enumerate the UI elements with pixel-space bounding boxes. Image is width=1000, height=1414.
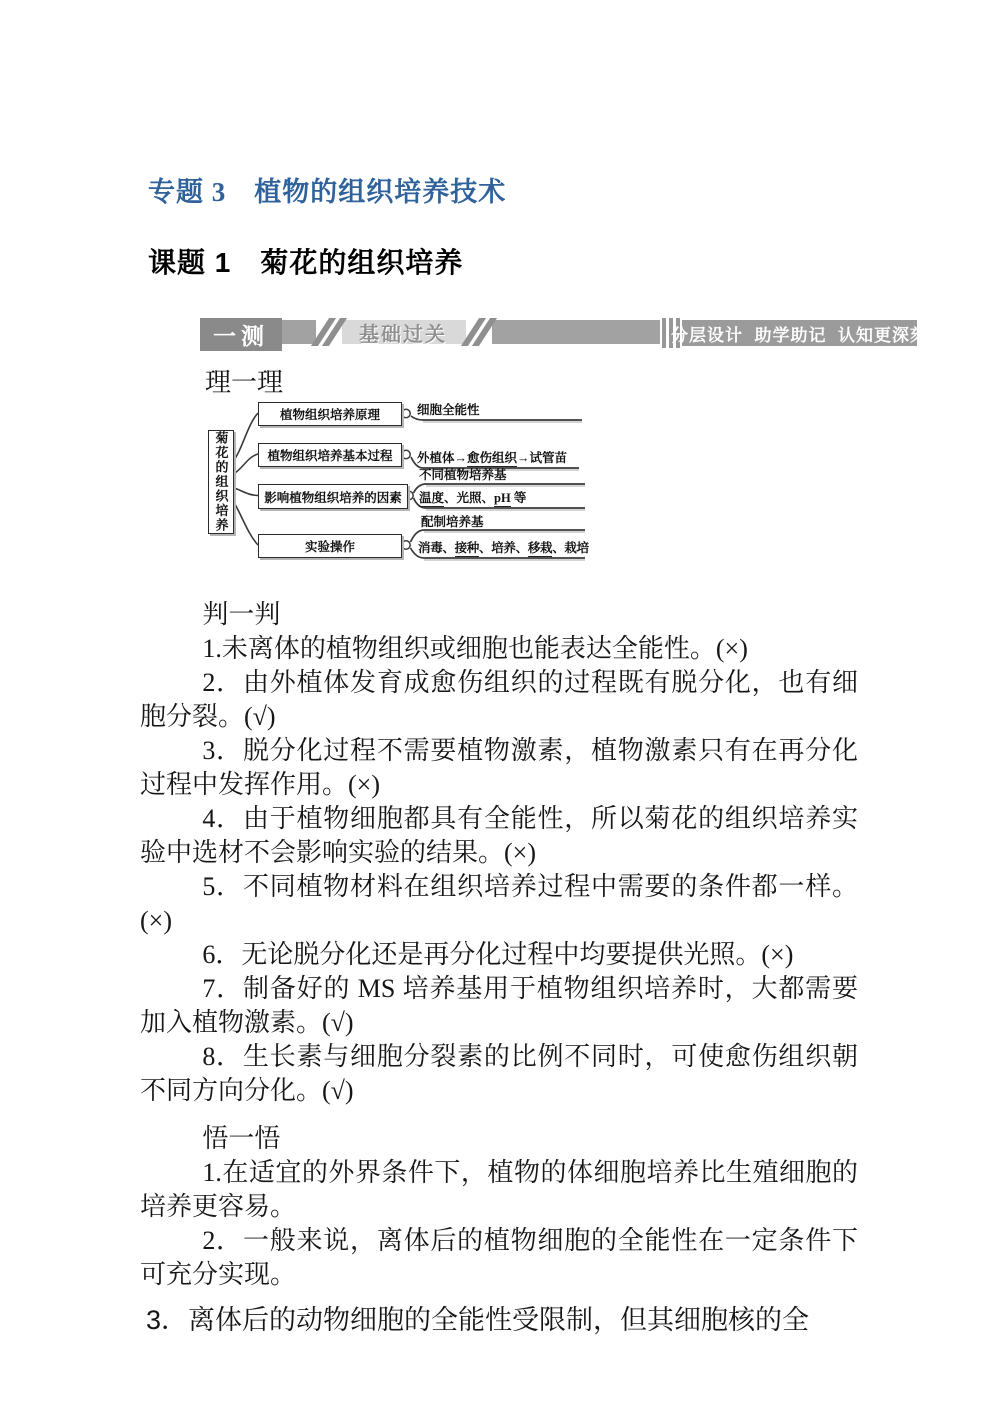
concept-root-label: 菊花的组织培养 — [213, 431, 229, 533]
realize-item: 2．一般来说，离体后的植物细胞的全能性在一定条件下可充分实现。 — [140, 1226, 858, 1289]
banner-right-label: 分层设计 助学助记 认知更深刻 — [671, 325, 928, 345]
concept-root-box — [208, 430, 234, 534]
concept-node-factors: 影响植物组织培养的因素 — [258, 484, 408, 509]
heading-sort: 理一理 — [205, 368, 284, 397]
body-text — [0, 598, 1000, 1338]
judge-item: 3．脱分化过程不需要植物激素，植物激素只有在再分化过程中发挥作用。(×) — [140, 736, 858, 799]
branch-prepare-media: 配制培养基 — [421, 515, 484, 529]
judge-item: 5．不同植物材料在组织培养过程中需要的条件都一样。(×) — [140, 872, 858, 935]
chapter-title: 专题 3 植物的组织培养技术 — [148, 177, 507, 207]
judge-item: 4．由于植物细胞都具有全能性，所以菊花的组织培养实验中选材不会影响实验的结果。(×) — [140, 804, 858, 867]
branch-steps: 消毒、接种、培养、移栽、栽培 — [418, 541, 589, 555]
judge-item: 8．生长素与细胞分裂素的比例不同时，可使愈伤组织朝不同方向分化。(√) — [140, 1042, 858, 1105]
branch-conditions: 温度、光照、pH 等 — [419, 491, 527, 505]
banner-right-badge — [671, 320, 928, 346]
concept-node-process: 植物组织培养基本过程 — [258, 443, 402, 467]
heading-judge: 判一判 — [202, 600, 281, 629]
banner-mid-panel — [328, 320, 478, 344]
lesson-title: 课题 1 菊花的组织培养 — [148, 247, 464, 278]
section-banner — [200, 318, 928, 354]
judge-item: 7．制备好的 MS 培养基用于植物组织培养时，大都需要加入植物激素。(√) — [140, 974, 858, 1037]
branch-totipotency: 细胞全能性 — [417, 403, 480, 417]
slash-decoration-right — [466, 318, 492, 346]
judge-item: 6．无论脱分化还是再分化过程中均要提供光照。(×) — [202, 940, 794, 969]
realize-item-tail: 3．离体后的动物细胞的全能性受限制，但其细胞核的全 — [146, 1305, 810, 1335]
branch-process-flow: 外植体→愈伤组织→试管苗 — [417, 451, 568, 465]
slash-decoration-left — [316, 318, 342, 346]
judge-item: 2．由外植体发育成愈伤组织的过程既有脱分化，也有细胞分裂。(√) — [140, 668, 858, 731]
banner-mid-label: 基础过关 — [359, 323, 447, 346]
concept-node-principle: 植物组织培养原理 — [258, 402, 402, 426]
heading-realize: 悟一悟 — [202, 1124, 281, 1153]
banner-left-label: 一测 — [213, 323, 269, 349]
judge-item: 1.未离体的植物组织或细胞也能表达全能性。(×) — [202, 634, 748, 663]
realize-item: 1.在适宜的外界条件下，植物的体细胞培养比生殖细胞的培养更容易。 — [140, 1158, 858, 1221]
branch-media: 不同植物培养基 — [419, 468, 507, 482]
concept-map — [205, 393, 590, 571]
banner-left-badge — [200, 318, 282, 351]
concept-node-operation: 实验操作 — [258, 534, 402, 558]
